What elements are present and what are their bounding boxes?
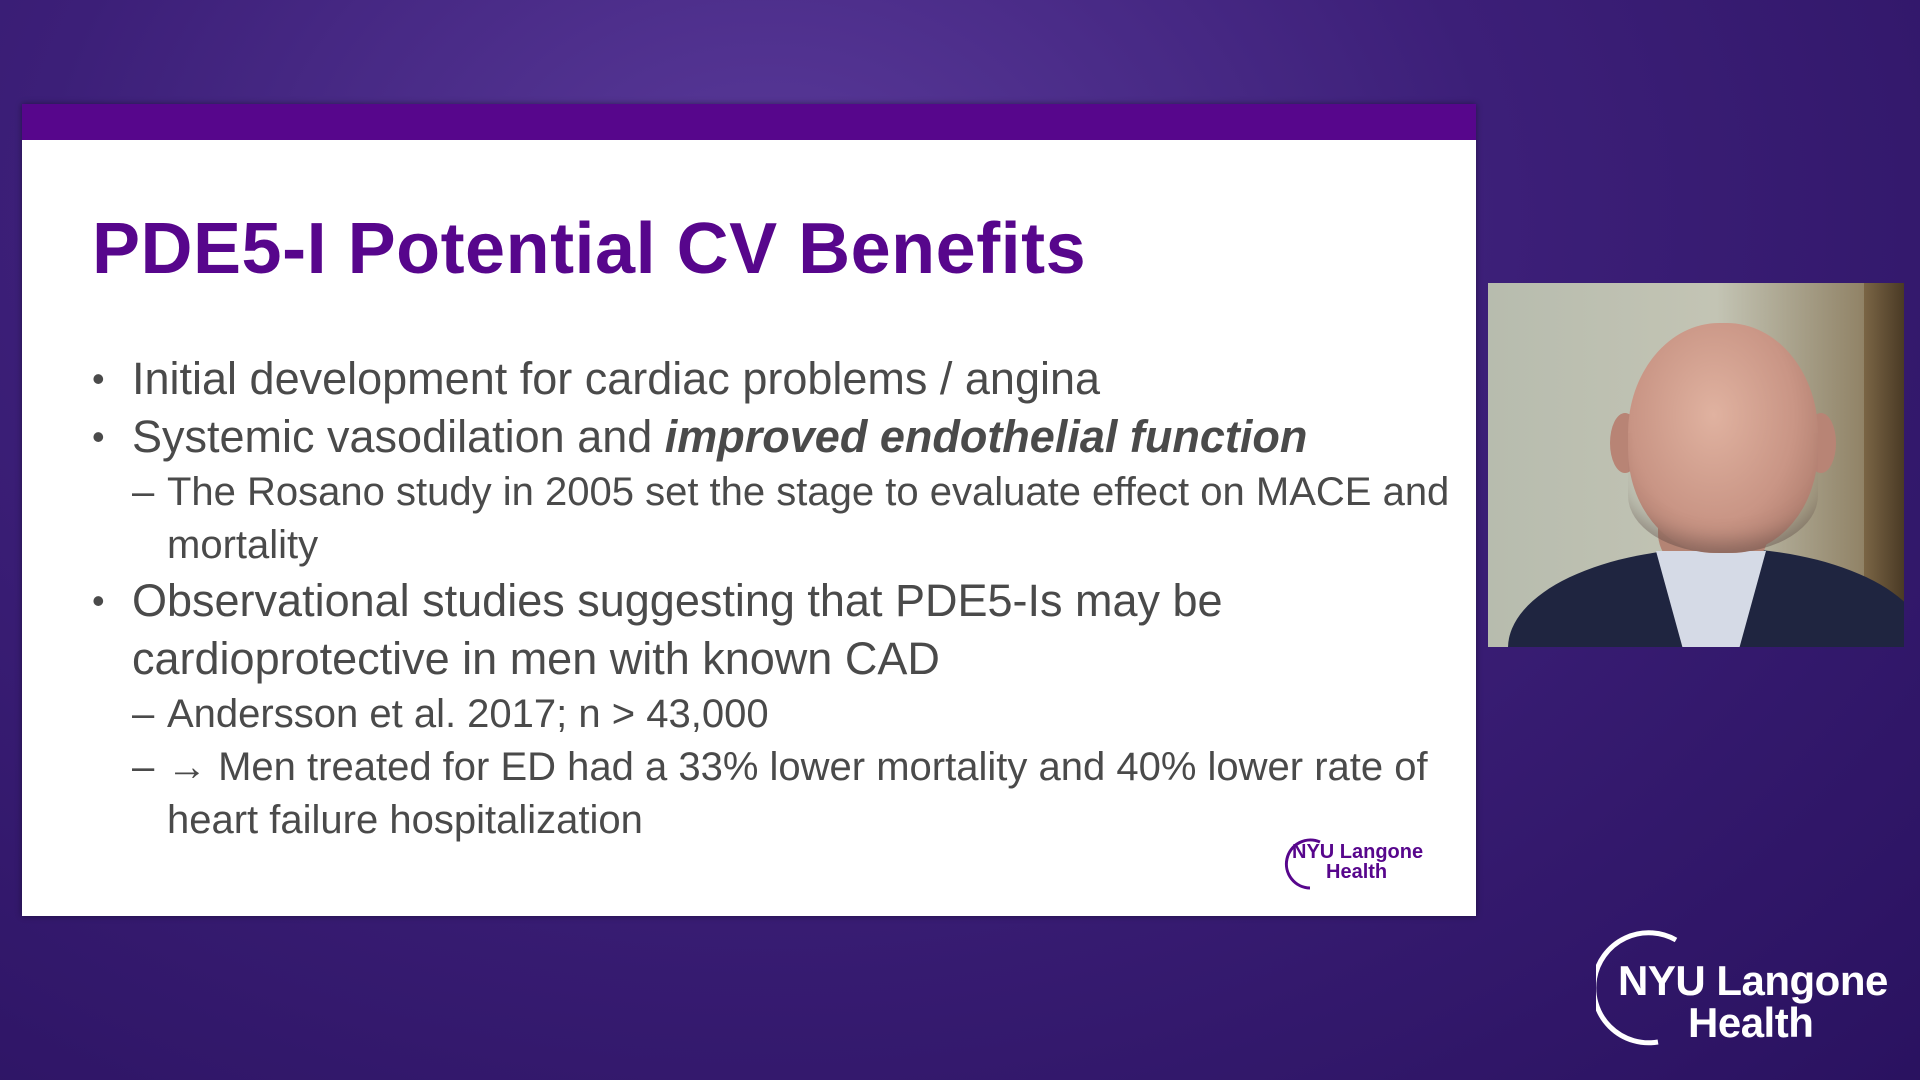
slide-logo-text — [1292, 842, 1423, 882]
nyu-logo-line1: NYU Langone — [1618, 957, 1888, 1004]
slide-title: PDE5-I Potential CV Benefits — [92, 209, 1087, 289]
bullet-marker: • — [92, 416, 105, 457]
sub-bullet-text: The Rosano study in 2005 set the stage to evaluate effect on MACE and mortality — [167, 470, 1450, 567]
sub-bullet-item — [92, 466, 1452, 572]
nyu-langone-logo — [1596, 930, 1896, 1050]
bullet-text: Initial development for cardiac problems / angina — [132, 353, 1101, 404]
sub-bullet-item — [92, 688, 1452, 741]
bullet-emphasis-text: improved endothelial function — [664, 411, 1308, 462]
bullet-marker: • — [92, 580, 105, 621]
nyu-logo-line2: Health — [1688, 999, 1814, 1046]
sub-bullet-marker: – — [132, 692, 155, 736]
bullet-marker: • — [92, 358, 105, 399]
bullet-item — [92, 350, 1452, 408]
speaker-hair — [1628, 433, 1818, 553]
sub-bullet-marker: – — [132, 470, 155, 514]
bullet-text: Observational studies suggesting that PDE5-Is may be cardioprotective in men with known CAD — [132, 575, 1223, 684]
bullet-item — [92, 408, 1452, 466]
slide-header-bar — [22, 104, 1476, 140]
bullet-list — [92, 350, 1452, 847]
sub-bullet-marker: – — [132, 745, 155, 789]
slide-logo-line1: NYU Langone — [1292, 841, 1424, 863]
sub-bullet-text: → Men treated for ED had a 33% lower mortality and 40% lower rate of heart failure hospitalization — [167, 745, 1428, 842]
presentation-slide — [22, 104, 1476, 916]
slide-nyu-logo — [1280, 834, 1430, 896]
speaker-video-feed — [1488, 283, 1904, 647]
slide-logo-line2: Health — [1326, 861, 1388, 883]
sub-bullet-item — [92, 741, 1452, 847]
bullet-item — [92, 572, 1452, 688]
bullet-text: Systemic vasodilation and — [132, 411, 665, 462]
sub-bullet-text: Andersson et al. 2017; n > 43,000 — [167, 692, 769, 736]
nyu-logo-text — [1618, 957, 1888, 1046]
